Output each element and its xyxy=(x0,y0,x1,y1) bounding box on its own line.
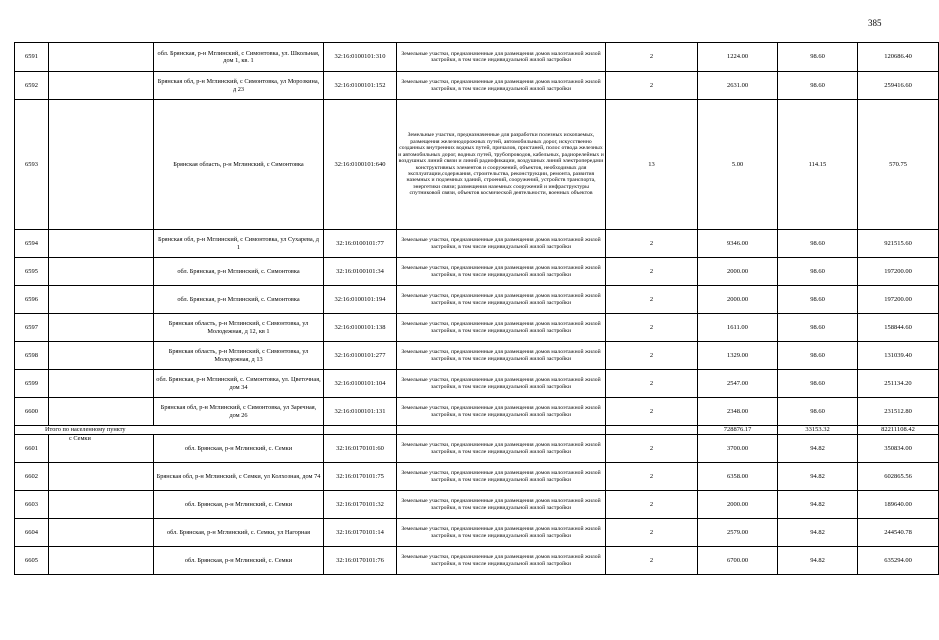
group-cell: 2 xyxy=(606,43,698,72)
total-value: 82211108.42 xyxy=(858,426,939,435)
group-cell: 2 xyxy=(606,435,698,463)
row-number: 6600 xyxy=(15,398,49,426)
address-cell: обл. Брянская, р-н Мглинский, с. Семки xyxy=(154,491,324,519)
cadastral-number-cell: 32:16:0100101:104 xyxy=(324,370,397,398)
group-cell: 2 xyxy=(606,370,698,398)
area-cell: 9346.00 xyxy=(698,230,778,258)
land-use-cell: Земельные участки, предназначенные для размещения домов малоэтажной жилой застройки, в том числе индивидуальной жилой застройки xyxy=(397,230,606,258)
address-cell: обл. Брянская, р-н Мглинский, с Симонтовка, ул. Школьная, дом 1, кв. 1 xyxy=(154,43,324,72)
row-number: 6603 xyxy=(15,491,49,519)
upks-cell: 98.60 xyxy=(778,370,858,398)
group-cell: 2 xyxy=(606,519,698,547)
area-cell: 3700.00 xyxy=(698,435,778,463)
upks-cell: 94.82 xyxy=(778,491,858,519)
table-row xyxy=(15,398,939,426)
cadastral-number-cell: 32:16:0170101:14 xyxy=(324,519,397,547)
cadastral-value-cell: 635294.00 xyxy=(858,547,939,575)
row-number: 6605 xyxy=(15,547,49,575)
cadastral-value-cell: 197200.00 xyxy=(858,286,939,314)
area-cell: 2000.00 xyxy=(698,258,778,286)
cadastral-number-cell: 32:16:0100101:310 xyxy=(324,43,397,72)
upks-cell: 98.60 xyxy=(778,398,858,426)
table-row xyxy=(15,100,939,230)
upks-cell: 98.60 xyxy=(778,314,858,342)
cadastral-number-cell: 32:16:0170101:76 xyxy=(324,547,397,575)
upks-cell: 98.60 xyxy=(778,258,858,286)
land-use-cell: Земельные участки, предназначенные для размещения домов малоэтажной жилой застройки, в том числе индивидуальной жилой застройки xyxy=(397,519,606,547)
row-number: 6598 xyxy=(15,342,49,370)
upks-cell: 94.82 xyxy=(778,519,858,547)
cadastral-value-cell: 570.75 xyxy=(858,100,939,230)
row-number: 6595 xyxy=(15,258,49,286)
area-cell: 2000.00 xyxy=(698,286,778,314)
total-area: 728876.17 xyxy=(698,426,778,435)
row-number: 6602 xyxy=(15,463,49,491)
address-cell: обл. Брянская, р-н Мглинский, с. Семки xyxy=(154,435,324,463)
area-cell: 2547.00 xyxy=(698,370,778,398)
land-use-cell: Земельные участки, предназначенные для размещения домов малоэтажной жилой застройки, в том числе индивидуальной жилой застройки xyxy=(397,463,606,491)
row-number: 6592 xyxy=(15,72,49,100)
cadastral-number-cell: 32:16:0100101:152 xyxy=(324,72,397,100)
cadastral-value-cell: 131039.40 xyxy=(858,342,939,370)
row-number: 6591 xyxy=(15,43,49,72)
group-cell: 2 xyxy=(606,491,698,519)
area-cell: 6358.00 xyxy=(698,463,778,491)
upks-cell: 98.60 xyxy=(778,342,858,370)
row-number: 6604 xyxy=(15,519,49,547)
area-cell: 1329.00 xyxy=(698,342,778,370)
land-use-cell: Земельные участки, предназначенные для размещения домов малоэтажной жилой застройки, в том числе индивидуальной жилой застройки xyxy=(397,342,606,370)
cadastral-value-cell: 602865.56 xyxy=(858,463,939,491)
settlement-label: с Семки xyxy=(49,435,154,463)
group-cell: 2 xyxy=(606,314,698,342)
cadastral-number-cell: 32:16:0100101:138 xyxy=(324,314,397,342)
address-cell: обл. Брянская, р-н Мглинский, с. Семки, ул Нагорная xyxy=(154,519,324,547)
row-number: 6599 xyxy=(15,370,49,398)
table-body xyxy=(15,43,939,575)
row-number: 6593 xyxy=(15,100,49,230)
cadastral-value-cell: 158844.60 xyxy=(858,314,939,342)
address-cell: обл. Брянская, р-н Мглинский, с. Симонтовка xyxy=(154,258,324,286)
row-number: 6597 xyxy=(15,314,49,342)
address-cell: Брянская обл, р-н Мглинский, с Симонтовка, ул Морозкина, д 23 xyxy=(154,72,324,100)
cadastral-number-cell: 32:16:0100101:34 xyxy=(324,258,397,286)
upks-cell: 98.60 xyxy=(778,72,858,100)
area-cell: 2348.00 xyxy=(698,398,778,426)
address-cell: Брянская обл, р-н Мглинский, с Симонтовка, ул Сухарева, д 1 xyxy=(154,230,324,258)
land-use-cell: Земельные участки, предназначенные для размещения домов малоэтажной жилой застройки, в том числе индивидуальной жилой застройки xyxy=(397,398,606,426)
group-cell: 2 xyxy=(606,398,698,426)
table-row xyxy=(15,43,939,72)
land-use-cell: Земельные участки, предназначенные для размещения домов малоэтажной жилой застройки, в том числе индивидуальной жилой застройки xyxy=(397,72,606,100)
group-cell: 13 xyxy=(606,100,698,230)
cadastral-number-cell: 32:16:0100101:277 xyxy=(324,342,397,370)
land-use-cell: Земельные участки, предназначенные для размещения домов малоэтажной жилой застройки, в том числе индивидуальной жилой застройки xyxy=(397,491,606,519)
address-cell: Брянская область, р-н Мглинский, с Симонтовка, ул Молодежная, д 12, кв 1 xyxy=(154,314,324,342)
upks-cell: 94.82 xyxy=(778,463,858,491)
address-cell: Брянская обл, р-н Мглинский, с Семки, ул Колхозная, дом 74 xyxy=(154,463,324,491)
address-cell: Брянская область, р-н Мглинский, с Симонтовка, ул Молодежная, д 13 xyxy=(154,342,324,370)
cadastral-number-cell: 32:16:0170101:60 xyxy=(324,435,397,463)
upks-cell: 98.60 xyxy=(778,43,858,72)
cadastral-number-cell: 32:16:0100101:131 xyxy=(324,398,397,426)
table-row xyxy=(15,314,939,342)
cadastral-number-cell: 32:16:0100101:77 xyxy=(324,230,397,258)
group-cell: 2 xyxy=(606,230,698,258)
cadastral-value-cell: 197200.00 xyxy=(858,258,939,286)
land-use-cell: Земельные участки, предназначенные для размещения домов малоэтажной жилой застройки, в том числе индивидуальной жилой застройки xyxy=(397,258,606,286)
table-row xyxy=(15,435,939,463)
land-use-cell: Земельные участки, предназначенные для разработки полезных ископаемых, размещения железнодорожных путей, автомобильных дорог, искусственно созданных внутренних водных путей, причалов, пристаней, полос отвода железных и автомобильных дорог, водных путей, трубопроводов, кабельных, радиорелейных и воздушных линий связи и линий радиофикации, воздушных линий электропередачи конструктивных элементов и сооружений, объектов, необходимых для эксплуатации,содержания, строительства, реконструкции, ремонта, развития наземных и подземных зданий, строений, сооружений, устройств транспорта, энергетики связи; размещения наземных сооружений и инфраструктуры спутниковой связи, объектов космической деятельности, военных объектов xyxy=(397,100,606,230)
area-cell: 6700.00 xyxy=(698,547,778,575)
cadastral-value-cell: 189640.00 xyxy=(858,491,939,519)
address-cell: обл. Брянская, р-н Мглинский, с. Семки xyxy=(154,547,324,575)
cadastral-value-cell: 120686.40 xyxy=(858,43,939,72)
table-row xyxy=(15,491,939,519)
land-use-cell: Земельные участки, предназначенные для размещения домов малоэтажной жилой застройки, в том числе индивидуальной жилой застройки xyxy=(397,547,606,575)
group-cell: 2 xyxy=(606,463,698,491)
area-cell: 1611.00 xyxy=(698,314,778,342)
table-row xyxy=(15,463,939,491)
address-cell: Брянская область, р-н Мглинский, с Симонтовка xyxy=(154,100,324,230)
row-number: 6596 xyxy=(15,286,49,314)
area-cell: 1224.00 xyxy=(698,43,778,72)
upks-cell: 98.60 xyxy=(778,230,858,258)
total-label: Итого по населенному пункту xyxy=(15,426,324,435)
land-use-cell: Земельные участки, предназначенные для размещения домов малоэтажной жилой застройки, в том числе индивидуальной жилой застройки xyxy=(397,435,606,463)
table-row xyxy=(15,547,939,575)
cadastral-value-cell: 350834.00 xyxy=(858,435,939,463)
total-upks: 33153.32 xyxy=(778,426,858,435)
upks-cell: 98.60 xyxy=(778,286,858,314)
table-row xyxy=(15,230,939,258)
group-cell: 2 xyxy=(606,286,698,314)
cadastral-number-cell: 32:16:0100101:194 xyxy=(324,286,397,314)
land-use-cell: Земельные участки, предназначенные для размещения домов малоэтажной жилой застройки, в том числе индивидуальной жилой застройки xyxy=(397,43,606,72)
table-row xyxy=(15,72,939,100)
group-cell: 2 xyxy=(606,342,698,370)
land-use-cell: Земельные участки, предназначенные для размещения домов малоэтажной жилой застройки, в том числе индивидуальной жилой застройки xyxy=(397,314,606,342)
total-row xyxy=(15,426,939,435)
address-cell: Брянская обл, р-н Мглинский, с Симонтовка, ул Заречная, дом 26 xyxy=(154,398,324,426)
table-row xyxy=(15,286,939,314)
cadastral-value-cell: 251134.20 xyxy=(858,370,939,398)
table-row xyxy=(15,258,939,286)
area-cell: 2631.00 xyxy=(698,72,778,100)
cadastral-number-cell: 32:16:0170101:75 xyxy=(324,463,397,491)
table-row xyxy=(15,370,939,398)
area-cell: 2579.00 xyxy=(698,519,778,547)
table-row xyxy=(15,519,939,547)
group-cell: 2 xyxy=(606,258,698,286)
area-cell: 5.00 xyxy=(698,100,778,230)
cadastral-value-cell: 921515.60 xyxy=(858,230,939,258)
cadastral-value-cell: 244540.78 xyxy=(858,519,939,547)
cadastral-number-cell: 32:16:0100101:640 xyxy=(324,100,397,230)
cadastral-value-cell: 231512.80 xyxy=(858,398,939,426)
cadastral-number-cell: 32:16:0170101:32 xyxy=(324,491,397,519)
row-number: 6601 xyxy=(15,435,49,463)
land-use-cell: Земельные участки, предназначенные для размещения домов малоэтажной жилой застройки, в том числе индивидуальной жилой застройки xyxy=(397,370,606,398)
page-number: 385 xyxy=(868,18,882,28)
upks-cell: 94.82 xyxy=(778,547,858,575)
area-cell: 2000.00 xyxy=(698,491,778,519)
cadastral-value-cell: 259416.60 xyxy=(858,72,939,100)
address-cell: обл. Брянская, р-н Мглинский, с. Симонтовка xyxy=(154,286,324,314)
group-cell: 2 xyxy=(606,547,698,575)
address-cell: обл. Брянская, р-н Мглинский, с. Симонтовка, ул. Цветочная, дом 34 xyxy=(154,370,324,398)
land-use-cell: Земельные участки, предназначенные для размещения домов малоэтажной жилой застройки, в том числе индивидуальной жилой застройки xyxy=(397,286,606,314)
upks-cell: 114.15 xyxy=(778,100,858,230)
upks-cell: 94.82 xyxy=(778,435,858,463)
row-number: 6594 xyxy=(15,230,49,258)
cadastral-value-table xyxy=(14,42,939,575)
group-cell: 2 xyxy=(606,72,698,100)
table-row xyxy=(15,342,939,370)
